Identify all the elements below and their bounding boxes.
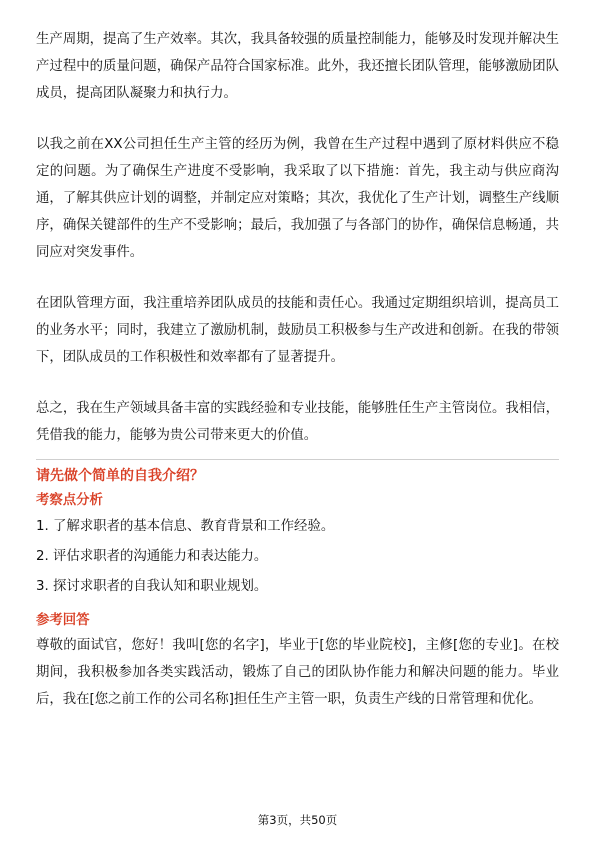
list-item: 2. 评估求职者的沟通能力和表达能力。 bbox=[36, 549, 268, 564]
body-paragraph-4: 总之，我在生产领域具备丰富的实践经验和专业技能，能够胜任生产主管岗位。我相信，凭借我的能力，能够为贵公司带来更大的价值。 bbox=[36, 401, 559, 443]
interview-question: 请先做个简单的自我介绍？ bbox=[36, 468, 204, 484]
reference-answer: 尊敬的面试官，您好！我叫[您的名字]，毕业于[您的毕业院校]，主修[您的专业]。在校期间，我积极参加各类实践活动，锻炼了自己的团队协作能力和解决问题的能力。毕业后，我在[您之前工作的公司名称]担任生产主管一职，负责生产线的日常管理和优化。 bbox=[36, 638, 559, 707]
body-paragraph-2: 以我之前在XX公司担任生产主管的经历为例，我曾在生产过程中遇到了原材料供应不稳定的问题。为了确保生产进度不受影响，我采取了以下措施：首先，我主动与供应商沟通，了解其供应计划的调整，并制定应对策略；其次，我优化了生产计划，调整生产线顺序，确保关键部件的生产不受影响；最后，我加强了与各部门的协作，确保信息畅通，共同应对突发事件。 bbox=[36, 137, 559, 260]
reference-heading: 参考回答 bbox=[36, 613, 90, 628]
analysis-list bbox=[36, 512, 559, 602]
analysis-heading: 考察点分析 bbox=[36, 493, 103, 508]
list-item: 3. 探讨求职者的自我认知和职业规划。 bbox=[36, 579, 268, 594]
body-paragraph-1: 生产周期，提高了生产效率。其次，我具备较强的质量控制能力，能够及时发现并解决生产过程中的质量问题，确保产品符合国家标准。此外，我还擅长团队管理，能够激励团队成员，提高团队凝聚力和执行力。 bbox=[36, 32, 559, 101]
section-divider bbox=[36, 459, 559, 460]
page-number: 第3页，共50页 bbox=[257, 813, 338, 827]
document-page bbox=[36, 26, 559, 713]
body-paragraph-3: 在团队管理方面，我注重培养团队成员的技能和责任心。我通过定期组织培训，提高员工的业务水平；同时，我建立了激励机制，鼓励员工积极参与生产改进和创新。在我的带领下，团队成员的工作积极性和效率都有了显著提升。 bbox=[36, 296, 559, 365]
list-item: 1. 了解求职者的基本信息、教育背景和工作经验。 bbox=[36, 519, 335, 534]
